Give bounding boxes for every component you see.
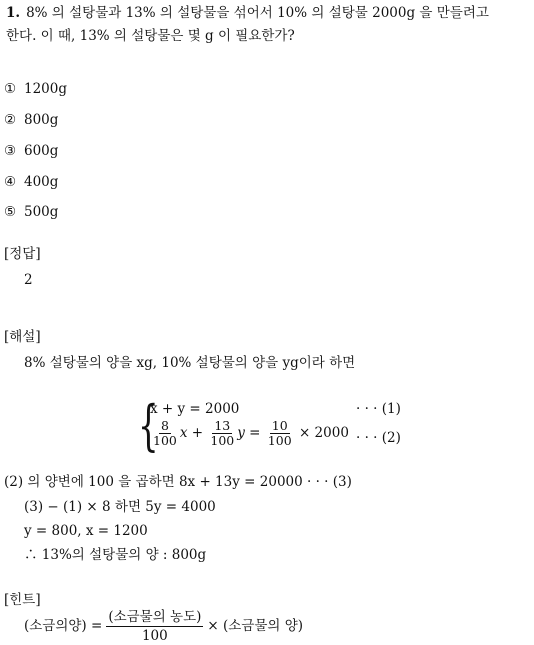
option-1[interactable] (4, 81, 67, 99)
equation-1: x + y = 2000 (150, 401, 240, 417)
hint-rhs: × (소금물의 양) (207, 617, 304, 634)
explanation-intro: 8% 설탕물의 양을 xg, 10% 설탕물의 양을 yg이라 하면 (24, 355, 356, 371)
step-4: ∴ 13%의 설탕물의 양 : 800g (24, 547, 207, 563)
fraction-8-100: $\frac{8}{100}$ (153, 418, 177, 449)
option-4[interactable] (4, 174, 58, 192)
option-mark: ⑤ (4, 204, 17, 220)
hint-fraction-numerator: (소금물의 농도) (106, 608, 203, 627)
option-text: 600g (24, 143, 59, 159)
answer-value: 2 (24, 272, 33, 288)
equation-2-tag: · · · (2) (356, 430, 401, 446)
option-mark: ② (4, 112, 17, 128)
option-5[interactable] (4, 204, 58, 222)
fraction-13-100: $\frac{13}{100}$ (210, 418, 235, 449)
option-3[interactable] (4, 143, 58, 161)
question-line-1 (6, 5, 489, 23)
step-3: y = 800, x = 1200 (24, 523, 148, 539)
hint-label: [힌트] (4, 592, 41, 608)
hint-fraction (106, 608, 203, 645)
brace-symbol: { (138, 394, 159, 457)
option-2[interactable] (4, 112, 58, 130)
equation-2-tail: × 2000 (298, 425, 349, 442)
hint-formula (24, 608, 303, 645)
equation-2: $\frac{8}{100}$ x + $\frac{13}{100}$ y = $\frac{10}{100}$ × 2000 (153, 418, 349, 449)
step-1: (2) 의 양변에 100 을 곱하면 8x + 13y = 20000 · · · (3) (4, 474, 352, 490)
equation-system (138, 394, 408, 459)
hint-lhs: (소금의양) = (24, 617, 103, 634)
option-mark: ③ (4, 143, 17, 159)
option-text: 1200g (24, 81, 67, 97)
hint-fraction-denominator: 100 (141, 628, 168, 645)
option-text: 500g (24, 204, 59, 220)
answer-label: [정답] (4, 246, 41, 262)
equation-1-tag: · · · (1) (356, 401, 401, 417)
question-number: 1. (6, 5, 21, 21)
fraction-10-100: $\frac{10}{100}$ (267, 418, 292, 449)
option-mark: ① (4, 81, 17, 97)
option-text: 800g (24, 112, 59, 128)
option-mark: ④ (4, 174, 17, 190)
explanation-label: [해설] (4, 329, 41, 345)
step-2: (3) − (1) × 8 하면 5y = 4000 (24, 499, 216, 515)
question-text-2: 한다. 이 때, 13% 의 설탕물은 몇 g 이 필요한가? (6, 28, 295, 44)
option-text: 400g (24, 174, 59, 190)
question-text-1: 8% 의 설탕물과 13% 의 설탕물을 섞어서 10% 의 설탕물 2000g 을 만들려고 (26, 5, 489, 21)
